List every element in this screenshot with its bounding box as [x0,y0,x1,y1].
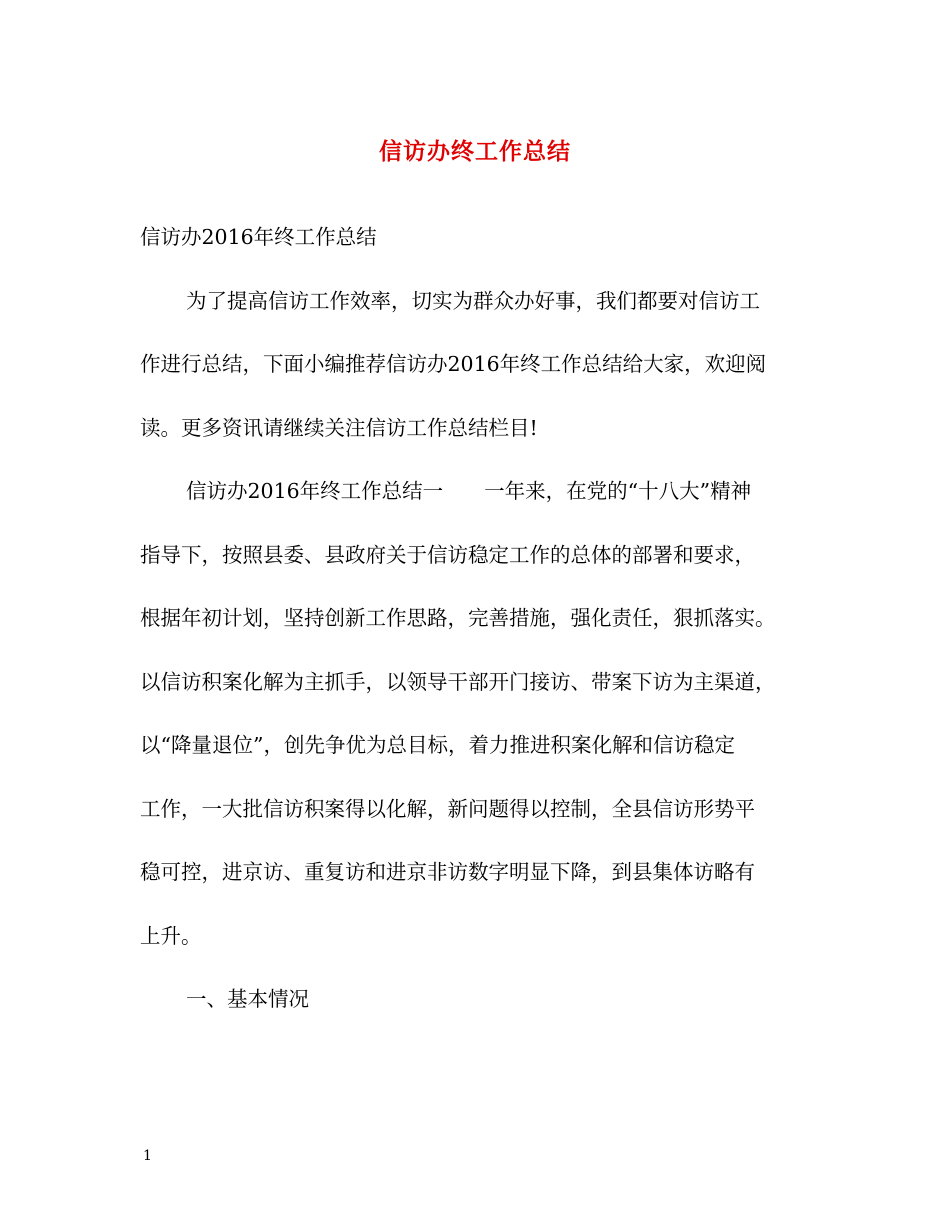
body-line-subtitle: 信访办2016年终工作总结 [140,225,377,249]
body-line: 根据年初计划，坚持创新工作思路，完善措施，强化责任，狠抓落实。 [140,606,776,630]
body-line: 作进行总结，下面小编推荐信访办2016年终工作总结给大家，欢迎阅 [140,352,767,376]
body-line: 稳可控，进京访、重复访和进京非访数字明显下降，到县集体访略有 [140,860,755,884]
body-line: 以信访积案化解为主抓手，以领导干部开门接访、带案下访为主渠道， [140,669,776,694]
page-number: 1 [143,1148,152,1164]
body-line: 指导下，按照县委、县政府关于信访稳定工作的总体的部署和要求， [140,542,755,567]
body-line: 为了提高信访工作效率，切实为群众办好事，我们都要对信访工 [186,288,760,313]
document-title: 信访办终工作总结 [379,138,571,165]
document-body [140,222,805,1048]
body-line: 以“降量退位”，创先争优为总目标，着力推进积案化解和信访稳定 [140,733,735,757]
body-line: 工作，一大批信访积案得以化解，新问题得以控制，全县信访形势平 [140,796,755,821]
body-line: 信访办2016年终工作总结一 一年来，在党的“十八大”精神 [186,479,752,503]
section-heading: 一、基本情况 [186,987,309,1011]
body-line: 上升。 [140,923,202,948]
body-line: 读。更多资讯请继续关注信访工作总结栏目! [140,415,538,440]
